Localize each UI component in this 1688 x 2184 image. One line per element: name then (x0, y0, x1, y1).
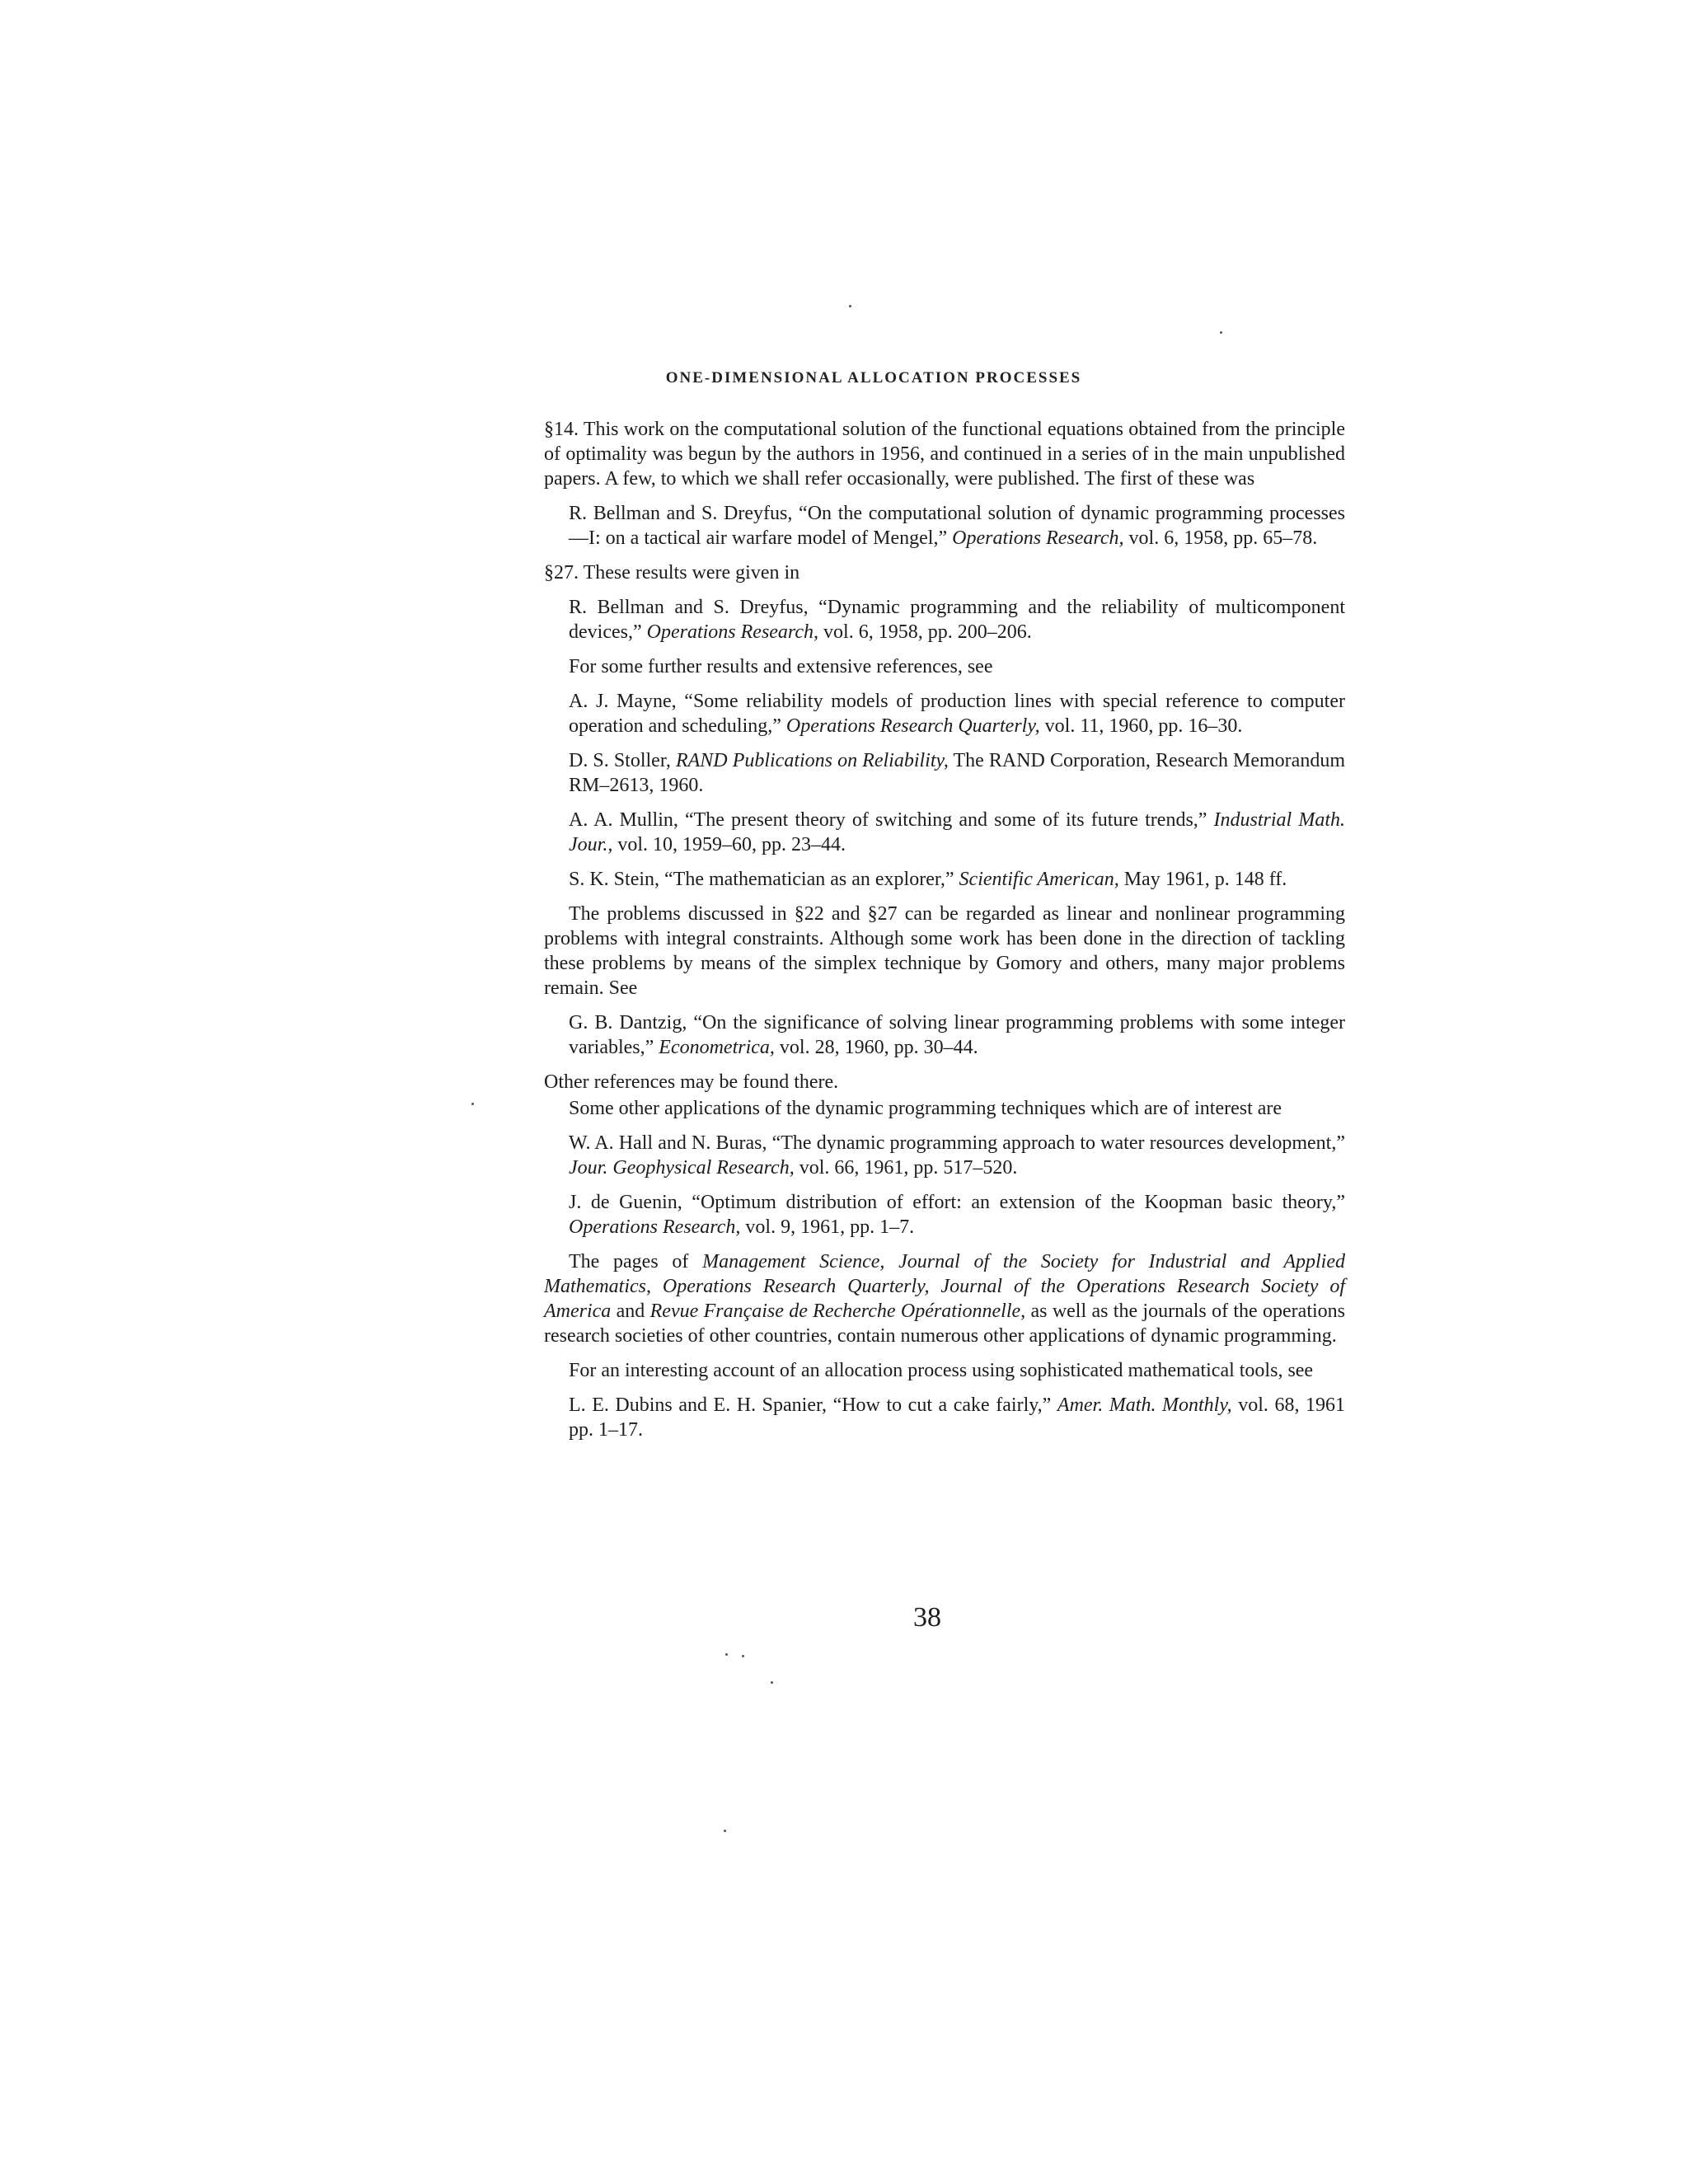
journal-names: Management Science, Journal of the Society for Industrial and Applied Mathematics, Operations Research Quarterly, Journal of the Operations Research Society of America (544, 1251, 1345, 1322)
reference-authors-title: W. A. Hall and N. Buras, “The dynamic programming approach to water resources development,” (569, 1132, 1345, 1154)
reference-journal: Operations Research, (646, 621, 819, 643)
reference-authors-title: R. Bellman and S. Dreyfus, “On the computational solution of dynamic programming processes—I: on a tactical air warfare model of Mengel,” (569, 503, 1345, 549)
page-number: 38 (913, 1602, 941, 1633)
reference-details: vol. 66, 1961, pp. 517–520. (794, 1157, 1018, 1179)
reference-details: The RAND Corporation, Research Memorandum RM–2613, 1960. (569, 750, 1345, 796)
paragraph: §14. This work on the computational solution of the functional equations obtained from the principle of optimality was begun by the authors in 1956, and continued in a series of in the main unpublished papers. A few, to which we shall refer occasionally, were published. The first of these was (544, 419, 1345, 490)
reference-entry (569, 1190, 1345, 1240)
reference-authors-title: D. S. Stoller, (569, 750, 676, 771)
reference-journal: Operations Research Quarterly, (785, 715, 1040, 737)
reference-journal: Econometrica, (659, 1037, 775, 1058)
scan-speck (742, 1655, 744, 1657)
reference-entry (569, 808, 1345, 857)
reference-journal: Industrial Math. Jour., (569, 809, 1345, 855)
journal-names: Revue Française de Recherche Opérationnelle, (649, 1301, 1026, 1322)
reference-journal: RAND Publications on Reliability, (675, 750, 949, 771)
reference-entry (569, 867, 1345, 892)
scan-speck (724, 1830, 726, 1832)
reference-journal: Jour. Geophysical Research, (569, 1157, 795, 1179)
reference-lead: For some further results and extensive references, see (569, 656, 993, 677)
reference-journal: Operations Research, (569, 1216, 741, 1238)
reference-authors-title: S. K. Stein, “The mathematician as an explorer,” (569, 869, 959, 890)
reference-authors-title: L. E. Dubins and E. H. Spanier, “How to cut a cake fairly,” (569, 1394, 1057, 1416)
scan-speck (771, 1681, 773, 1684)
reference-details: vol. 28, 1960, pp. 30–44. (774, 1037, 978, 1058)
scan-speck (849, 305, 851, 307)
reference-details: vol. 10, 1959–60, pp. 23–44. (612, 834, 846, 855)
reference-journal: Operations Research, (952, 527, 1124, 549)
reference-details: vol. 11, 1960, pp. 16–30. (1039, 715, 1243, 737)
reference-entry (569, 748, 1345, 798)
scan-speck (1220, 331, 1222, 334)
paragraph: §27. These results were given in (544, 562, 800, 583)
reference-details: vol. 68, 1961 pp. 1–17. (569, 1394, 1346, 1441)
reference-details: vol. 6, 1958, pp. 65–78. (1123, 527, 1318, 549)
paragraph: For an interesting account of an allocation process using sophisticated mathematical tools, see (569, 1360, 1314, 1381)
paragraph: Some other applications of the dynamic programming techniques which are of interest are (569, 1098, 1282, 1119)
paragraph-text: and (611, 1301, 650, 1322)
paragraph: Other references may be found there. (544, 1071, 839, 1093)
reference-authors-title: J. de Guenin, “Optimum distribution of effort: an extension of the Koopman basic theory,” (569, 1192, 1345, 1213)
running-head: ONE-DIMENSIONAL ALLOCATION PROCESSES (665, 369, 1082, 387)
paragraph-text: as well as the journals of the operations research societies of other countries, contain numerous other applications of dynamic programming. (544, 1301, 1346, 1347)
reference-authors-title: A. J. Mayne, “Some reliability models of production lines with special reference to computer operation and scheduling,” (569, 691, 1345, 737)
reference-authors-title: R. Bellman and S. Dreyfus, “Dynamic programming and the reliability of multicomponent devices,” (569, 597, 1345, 643)
reference-details: vol. 6, 1958, pp. 200–206. (818, 621, 1032, 643)
scan-speck (725, 1653, 728, 1656)
reference-entry (569, 595, 1345, 644)
reference-authors-title: A. A. Mullin, “The present theory of switching and some of its future trends,” (569, 809, 1214, 831)
reference-details: May 1961, p. 148 ff. (1118, 869, 1287, 890)
body-text (544, 417, 1345, 1452)
scan-speck (471, 1103, 474, 1105)
reference-entry (569, 501, 1345, 551)
paragraph-text: The pages of (569, 1251, 703, 1272)
reference-entry (569, 689, 1345, 738)
reference-authors-title: G. B. Dantzig, “On the significance of solving linear programming problems with some integer variables,” (569, 1012, 1345, 1058)
paragraph: The problems discussed in §22 and §27 can be regarded as linear and nonlinear programming problems with integral constraints. Although some work has been done in the direction of tackling these problems by means of the simplex technique by Gomory and others, many major problems remain. See (544, 903, 1345, 999)
reference-entry (569, 1131, 1345, 1180)
paragraph (544, 1249, 1345, 1348)
reference-details: vol. 9, 1961, pp. 1–7. (740, 1216, 915, 1238)
reference-journal: Scientific American, (959, 869, 1119, 890)
reference-journal: Amer. Math. Monthly, (1057, 1394, 1232, 1416)
reference-entry (569, 1010, 1345, 1060)
reference-entry (569, 1393, 1345, 1442)
